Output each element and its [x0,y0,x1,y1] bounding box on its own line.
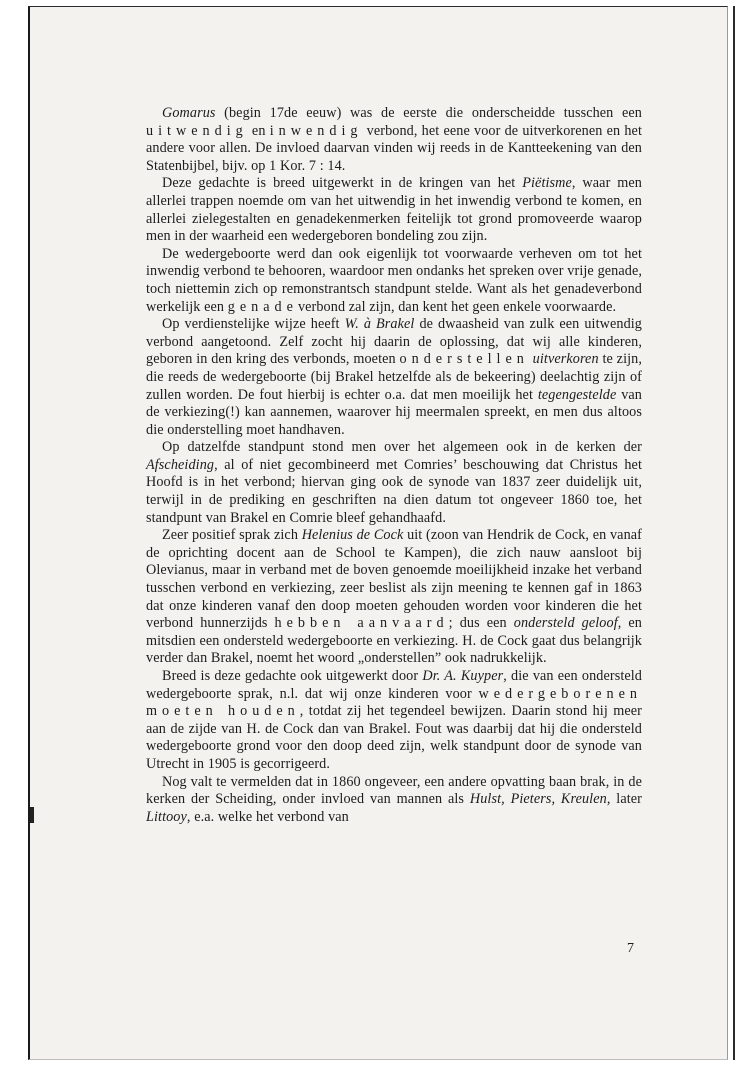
paragraph-4: Op verdienstelijke wijze heeft W. à Brakel de dwaasheid van zulk een uitwendig verbond aangetoond. Zelf zocht hij daarin de oplossing, dat wij alle kinderen, geboren in den kring des verbonds, moeten onderstellen uitverkoren te zijn, die reeds de wedergeboorte (bij Brakel hetzelfde als de bekeering) deelachtig zijn of zullen worden. De fout hierbij is echter o.a. dat men moeilijk het tegengestelde van de verkiezing(!) kan aannemen, waarover hij meermalen spreekt, en men dus altoos die onderstelling moet handhaven. [146,316,643,438]
spaced-emphasis: wedergeborenen moeten houden [146,685,642,720]
paragraph-1: Gomarus (begin 17de eeuw) was de eerste die onderscheidde tusschen een uitwendig en inwendig verbond, het eene voor de uitverkorenen en het andere voor allen. De invloed daarvan vinden wij reeds in de Kantteekening van den Statenbijbel, bijv. op 1 Kor. 7 : 14. [146,105,642,174]
spaced-emphasis: onderstellen [399,351,529,368]
italic-run: ondersteld geloof [513,615,618,632]
italic-run: Afscheiding [146,456,215,473]
italic-run: Piëtisme [522,175,572,192]
body-text [146,105,642,826]
book-page [28,6,728,1060]
spaced-emphasis: genade [227,298,298,315]
italic-run: Hulst, Pieters, Kreulen, [469,791,611,808]
paragraph-8: Nog valt te vermelden dat in 1860 ongeveer, een andere opvatting baan brak, in de kerken der Scheiding, onder invloed van mannen als Hulst, Pieters, Kreulen, later Littooy, e.a. welke het verbond van [146,773,642,825]
italic-run: Gomarus [162,105,216,121]
spaced-emphasis: uitwendig [146,122,248,139]
italic-run: Helenius de Cock [301,527,404,544]
italic-run: W. à Brakel [344,316,415,333]
page-edge-shadow [733,6,735,1060]
paragraph-5: Op datzelfde standpunt stond men over het algemeen ook in de kerken der Afscheiding, al of niet gecombineerd met Comries’ beschouwing dat Christus het Hoofd is in het verbond; hiervan ging ook de synode van 1837 zeer duidelijk uit, terwijl in de prediking en geschriften na dien datum tot ongeveer 1860 toe, het standpunt van Brakel en Comrie bleef gehandhaafd. [146,439,642,526]
spaced-emphasis: hebben aanvaard [274,615,449,632]
paragraph-3: De wedergeboorte werd dan ook eigenlijk tot voorwaarde verheven om tot het inwendig verbond te behooren, waardoor men ondanks het spreken over vrije genade, toch niettemin zich op remonstrantsch standpunt stelde. Want als het genadeverbond werkelijk een genadeverbond zal zijn, dan kent het geen enkele voorwaarde. [146,245,642,315]
paragraph-2: Deze gedachte is breed uitgewerkt in de kringen van het Piëtisme, waar men allerlei trappen noemde om van het uitwendig in het inwendig verbond te komen, en allerlei zielegestalten en genadekenmerken feitelijk tot grond promoveerde waarop men in der waarheid een wedergeboren bondeling zou zijn. [146,175,642,245]
margin-mark [30,807,34,823]
page-number: 7 [627,941,634,956]
italic-run: Dr. A. Kuyper [422,668,504,684]
italic-run: tegengestelde [537,386,617,403]
italic-run: Littooy [146,808,187,825]
spaced-emphasis: inwendig [269,122,363,139]
paragraph-7: Breed is deze gedachte ook uitgewerkt door Dr. A. Kuyper, die van een ondersteld wedergeboorte sprak, n.l. dat wij onze kinderen voor wedergeborenen moeten houden, totdat zij het tegendeel bewijzen. Daarin stond hij meer aan de zijde van H. de Cock dan van Brakel. Fout was daarbij dat hij die ondersteld wedergeboorte grond voor den doop deed zijn, welk standpunt door de synode van Utrecht in 1905 is gecorrigeerd. [146,668,642,772]
paragraph-6: Zeer positief sprak zich Helenius de Cock uit (zoon van Hendrik de Cock, en vanaf de oprichting docent aan de School te Kampen), die zich nauw aansloot bij Olevianus, maar in verband met de boven genoemde moeilijkheid inzake het verband tusschen verbond en verkiezing, zeer beslist als zijn meening te kennen gaf in 1863 dat onze kinderen vanaf den doop moeten gehouden worden voor kinderen die het verbond hunnerzijds hebben aanvaard; dus een ondersteld geloof, en mitsdien een ondersteld wedergeboorte en verkiezing. H. de Cock gaat dus belangrijk verder dan Brakel, noemt het woord „onderstellen” ook nadrukkelijk. [146,527,642,667]
italic-run: uitverkoren [532,351,599,368]
